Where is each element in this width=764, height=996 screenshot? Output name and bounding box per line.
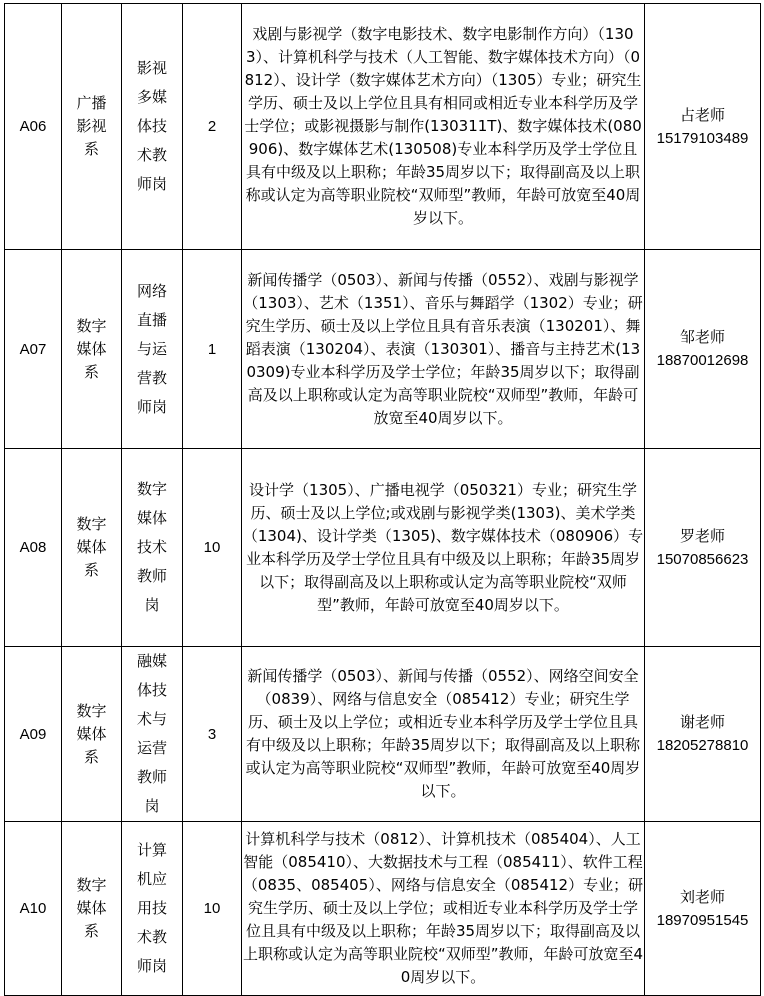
contact-phone: 18205278810	[656, 737, 749, 754]
requirements-cell	[242, 250, 645, 449]
contact-phone: 18870012698	[656, 352, 749, 369]
contact-name: 邹老师	[679, 328, 725, 346]
department-cell	[62, 647, 122, 822]
position-cell	[122, 449, 183, 647]
position-name: 网络直播与运营教师岗	[136, 281, 167, 416]
hiring-count: 2	[183, 4, 242, 250]
contact-phone: 18970951545	[656, 911, 749, 929]
contact-name: 罗老师	[679, 526, 725, 545]
department-name: 数字媒体系	[76, 316, 107, 381]
contact-name: 刘老师	[679, 887, 725, 906]
department-cell	[62, 4, 122, 250]
contact-phone: 15179103489	[656, 129, 749, 147]
position-code: A10	[5, 822, 62, 996]
contact-cell	[645, 4, 761, 250]
requirements-text: 戏剧与影视学（数字电影技术、数字电影制作方向）（1303）、计算机科学与技术（人工智能、数字媒体技术方向）（0812）、设计学（数字媒体艺术方向）（1305）专业；研究生学历、硕士及以上学位且具有相同或相近专业本科学历及学士学位；或影视摄影与制作(130311T)、数字媒体技术(080906)、数字媒体艺术(130508)专业本科学历及学士学位且具有中级及以上职称；年龄35周岁以下；取得副高及以上职称或认定为高等职业院校“双师型”教师，年龄可放宽至40周岁以下。	[244, 25, 642, 227]
contact-cell	[645, 647, 761, 822]
requirements-text: 新闻传播学（0503）、新闻与传播（0552）、戏剧与影视学（1303）、艺术（1351）、音乐与舞蹈学（1302）专业；研究生学历、硕士及以上学位且具有音乐表演（130201）、舞蹈表演（130204）、表演（130301）、播音与主持艺术(130309)专业本科学历及学士学位；年龄35周岁以下；取得副高及以上职称或认定为高等职业院校“双师型”教师，年龄可放宽至40周岁以下。	[243, 270, 643, 427]
hiring-count: 1	[183, 250, 242, 449]
department-cell	[62, 822, 122, 996]
department-cell	[62, 250, 122, 449]
position-cell	[122, 822, 183, 996]
recruitment-table	[4, 3, 761, 996]
contact-name: 占老师	[679, 105, 725, 124]
table-row	[5, 647, 761, 822]
requirements-cell	[242, 449, 645, 647]
department-cell	[62, 449, 122, 647]
hiring-count: 3	[183, 647, 242, 822]
hiring-count: 10	[183, 449, 242, 647]
contact-cell	[645, 822, 761, 996]
contact-cell	[645, 449, 761, 647]
position-name: 融媒体技术与运营教师岗	[136, 652, 167, 815]
hiring-count: 10	[183, 822, 242, 996]
position-name: 计算机应用技术教师岗	[136, 841, 167, 975]
position-name: 影视多媒体技术教师岗	[136, 59, 167, 193]
contact-name: 谢老师	[679, 713, 725, 731]
department-name: 数字媒体系	[76, 876, 107, 940]
requirements-text: 新闻传播学（0503）、新闻与传播（0552）、网络空间安全（0839）、网络与信息安全（085412）专业；研究生学历、硕士及以上学位；或相近专业本科学历及学士学位且具有中级及以上职称；年龄35周岁以下；取得副高及以上职称或认定为高等职业院校“双师型”教师，年龄可放宽至40周岁以下。	[245, 667, 641, 800]
position-code: A07	[5, 250, 62, 449]
table-row	[5, 250, 761, 449]
position-code: A08	[5, 449, 62, 647]
department-name: 数字媒体系	[76, 515, 107, 579]
position-code: A06	[5, 4, 62, 250]
table-row	[5, 449, 761, 647]
position-cell	[122, 4, 183, 250]
department-name: 数字媒体系	[76, 701, 107, 766]
position-cell	[122, 647, 183, 822]
contact-phone: 15070856623	[656, 550, 749, 568]
department-name: 广播影视系	[76, 94, 107, 158]
contact-cell	[645, 250, 761, 449]
requirements-cell	[242, 647, 645, 822]
table-row	[5, 822, 761, 996]
requirements-cell	[242, 4, 645, 250]
position-name: 数字媒体技术教师岗	[136, 480, 167, 614]
position-code: A09	[5, 647, 62, 822]
requirements-cell	[242, 822, 645, 996]
table-row	[5, 4, 761, 250]
requirements-text: 设计学（1305）、广播电视学（050321）专业；研究生学历、硕士及以上学位;或戏剧与影视学类(1303)、美术学类（1304)、设计学类（1305)、数字媒体技术（080906）专业本科学历及学士学位且具有中级及以上职称；年龄35周岁以下；取得副高及以上职称或认定为高等职业院校“双师型”教师，年龄可放宽至40周岁以下。	[242, 480, 644, 614]
requirements-text: 计算机科学与技术（0812）、计算机技术（085404）、人工智能（085410）、大数据技术与工程（085411）、软件工程（0835、085405）、网络与信息安全（085412）专业；研究生学历、硕士及以上学位；或相近专业本科学历及学士学位且具有中级及以上职称；年龄35周岁以下；取得副高及以上职称或认定为高等职业院校“双师型”教师，年龄可放宽至40周岁以下。	[242, 830, 644, 986]
position-cell	[122, 250, 183, 449]
